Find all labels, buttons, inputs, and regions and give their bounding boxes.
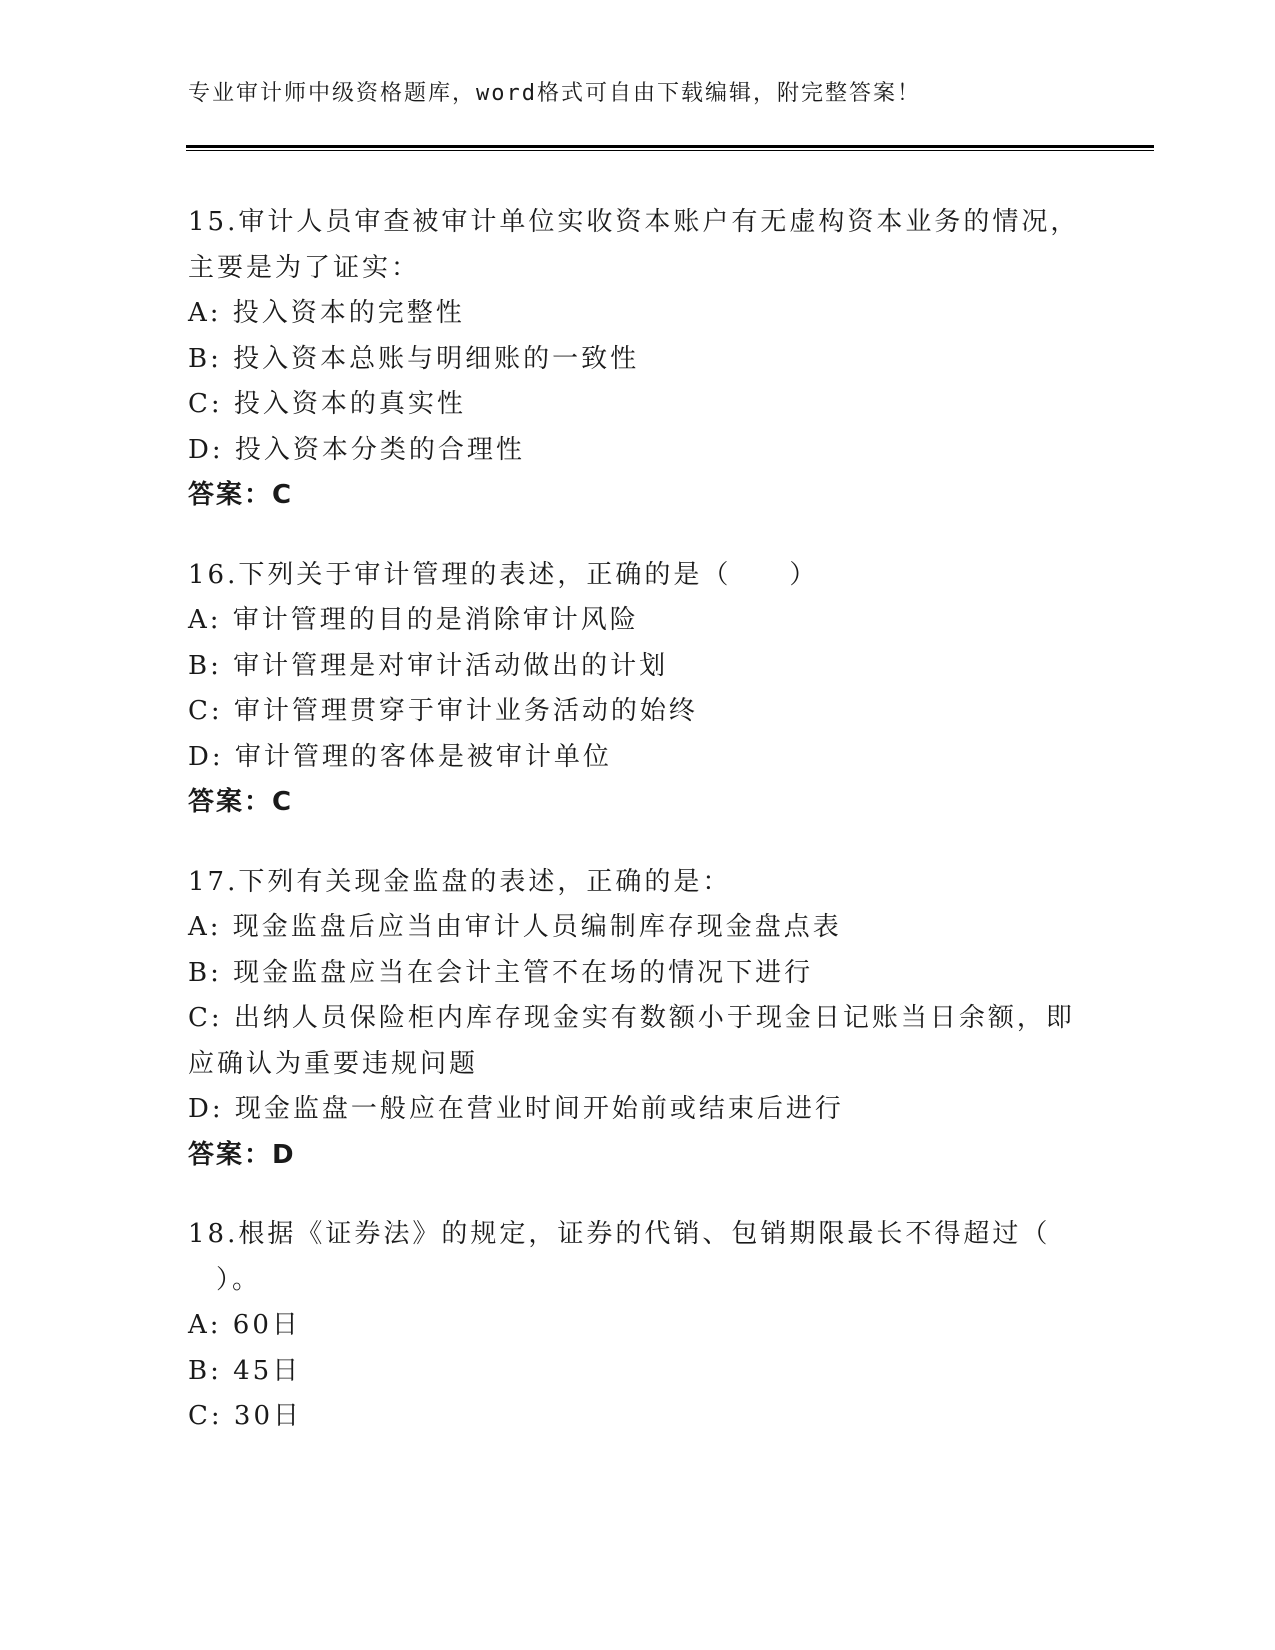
answer-line: 答案：C bbox=[188, 787, 294, 817]
option-a: A: 投入资本的完整性 bbox=[188, 298, 465, 328]
option-c: C: 出纳人员保险柜内库存现金实有数额小于现金日记账当日余额，即 bbox=[188, 1003, 1075, 1033]
question-stem: 17.下列有关现金监盘的表述，正确的是： bbox=[188, 866, 732, 897]
option-c: C: 审计管理贯穿于审计业务活动的始终 bbox=[188, 696, 698, 726]
option-a: A: 现金监盘后应当由审计人员编制库存现金盘点表 bbox=[188, 912, 842, 942]
answer-line: 答案：D bbox=[188, 1139, 296, 1170]
question-stem: 18.根据《证券法》的规定，证券的代销、包销期限最长不得超过（ bbox=[188, 1219, 1051, 1249]
option-b: B: 45日 bbox=[188, 1355, 302, 1386]
header-rule-thin bbox=[186, 150, 1154, 151]
question-17 bbox=[188, 860, 1088, 1179]
page-header: 专业审计师中级资格题库，word格式可自由下载编辑，附完整答案！ bbox=[188, 81, 921, 106]
option-c: C: 30日 bbox=[188, 1401, 303, 1431]
answer-line: 答案：C bbox=[188, 480, 294, 510]
question-15 bbox=[188, 200, 1088, 519]
option-b: B: 审计管理是对审计活动做出的计划 bbox=[188, 650, 669, 681]
option-c-continued: 应确认为重要违规问题 bbox=[188, 1048, 479, 1079]
question-stem: 主要是为了证实： bbox=[188, 252, 421, 283]
option-a: A: 60日 bbox=[188, 1310, 301, 1340]
option-a: A: 审计管理的目的是消除审计风险 bbox=[188, 605, 639, 635]
option-c: C: 投入资本的真实性 bbox=[188, 389, 466, 419]
option-d: D: 审计管理的客体是被审计单位 bbox=[188, 741, 612, 772]
option-d: D: 现金监盘一般应在营业时间开始前或结束后进行 bbox=[188, 1094, 844, 1124]
header-rule-thick bbox=[186, 145, 1154, 148]
question-list bbox=[188, 200, 1088, 1474]
option-d: D: 投入资本分类的合理性 bbox=[188, 434, 525, 465]
option-b: B: 现金监盘应当在会计主管不在场的情况下进行 bbox=[188, 957, 814, 988]
question-stem: ）。 bbox=[216, 1264, 262, 1295]
question-stem: 15.审计人员审查被审计单位实收资本账户有无虚构资本业务的情况， bbox=[188, 207, 1080, 237]
question-16 bbox=[188, 553, 1088, 826]
question-stem: 16.下列关于审计管理的表述，正确的是（ ） bbox=[188, 559, 819, 590]
option-b: B: 投入资本总账与明细账的一致性 bbox=[188, 343, 640, 374]
question-18 bbox=[188, 1212, 1088, 1440]
